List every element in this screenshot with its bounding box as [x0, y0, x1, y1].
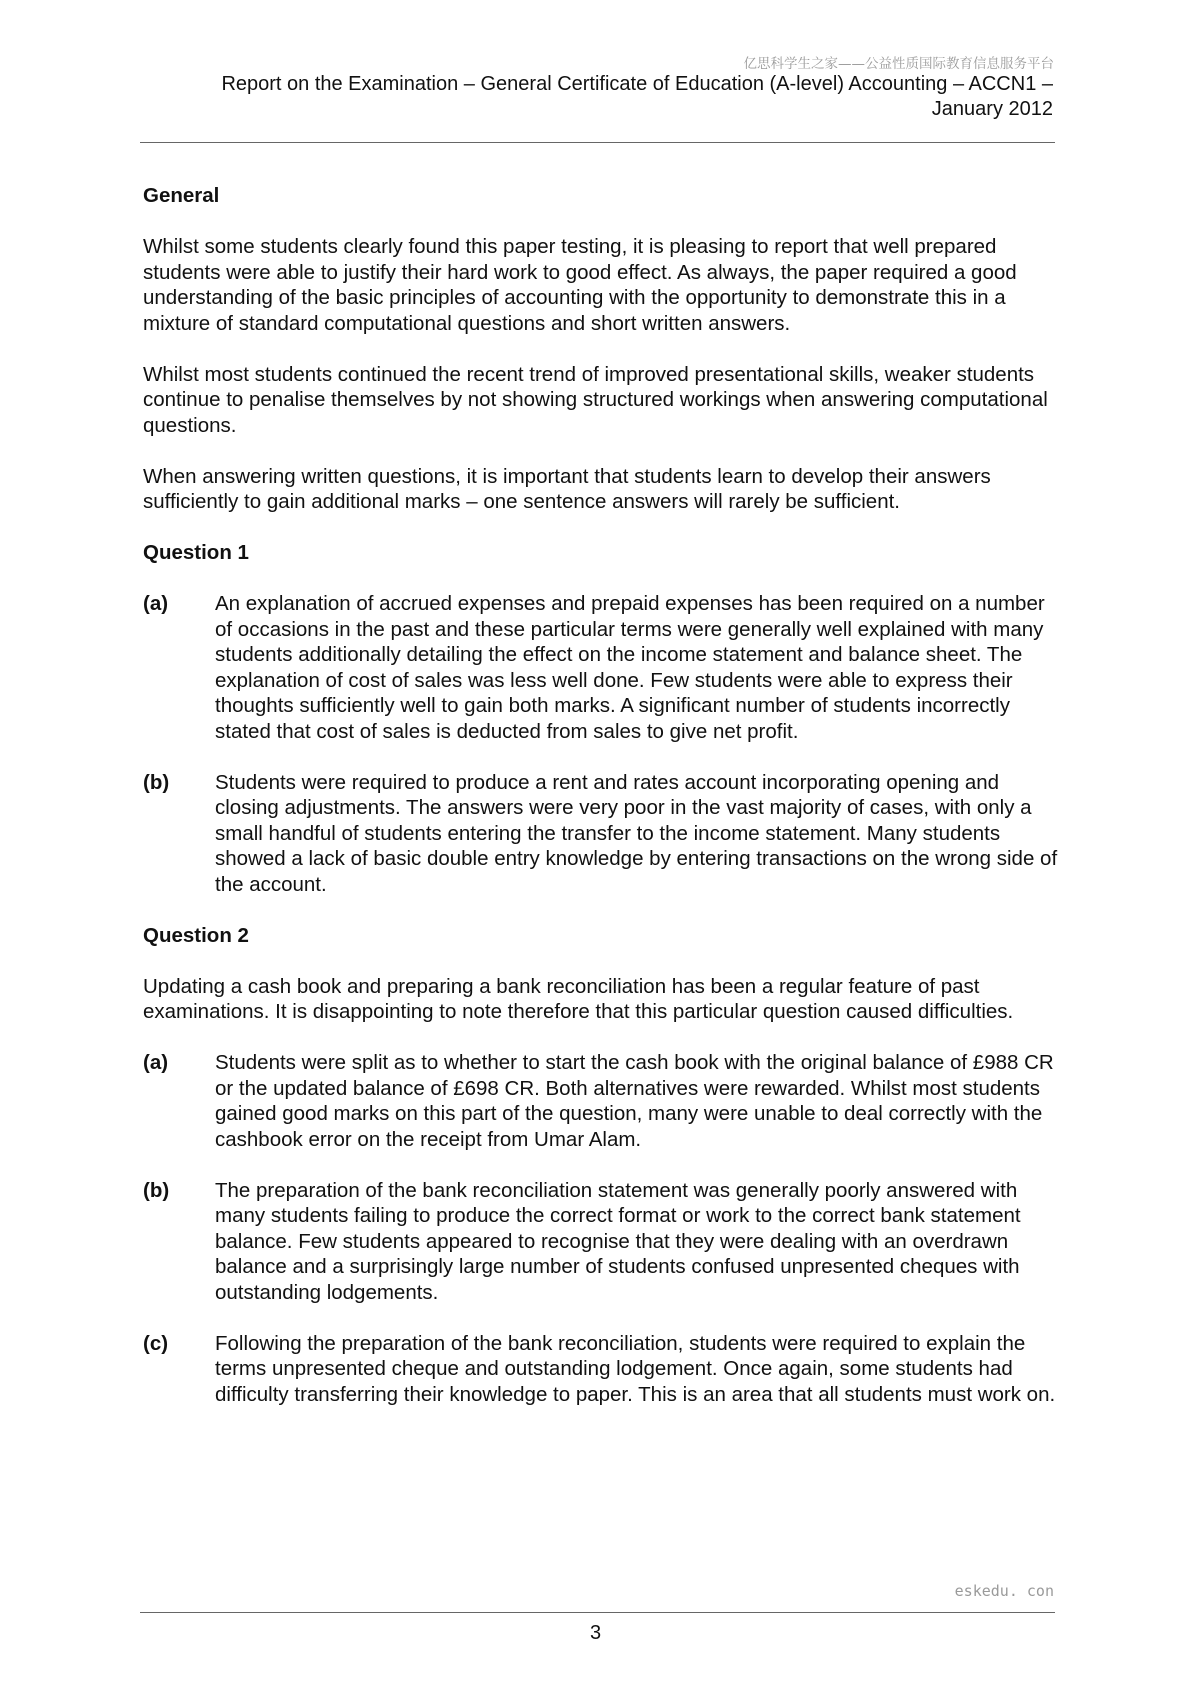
item-label: (b) [143, 1178, 170, 1202]
item-label: (a) [143, 592, 169, 615]
item-label: (b) [143, 770, 170, 794]
list-item [143, 591, 1063, 744]
watermark-text-bottom: eskedu. con [954, 1582, 1054, 1600]
item-label: (a) [143, 1051, 169, 1074]
list-item [143, 770, 1063, 898]
item-text: Students were required to produce a rent and rates account incorporating opening and closing adjustments. The answers were very poor in the vast majority of cases, with only a small handful of students entering the transfer to the income statement. Many students showed a lack of basic double entry knowledge by entering transactions on the wrong side of the account. [215, 770, 1058, 896]
section-heading-question-1: Question 1 [143, 541, 249, 564]
paragraph: Whilst most students continued the recent trend of improved presentational skills, weaker students continue to penalise themselves by not showing structured workings when answering computational questions. [143, 362, 1048, 437]
item-text: The preparation of the bank reconciliation statement was generally poorly answered with many students failing to produce the correct format or work to the correct bank statement balance. Few students appeared to recognise that they were dealing with an overdrawn balance and a surprisingly large number of students confused unpresented cheques with outstanding lodgements. [215, 1178, 1021, 1304]
item-text: Following the preparation of the bank reconciliation, students were required to explain the terms unpresented cheque and outstanding lodgement. Once again, some students had difficulty transferring their knowledge to paper. This is an area that all students must work on. [215, 1331, 1056, 1406]
paragraph: Updating a cash book and preparing a bank reconciliation has been a regular feature of past examinations. It is disappointing to note therefore that this particular question caused difficulties. [143, 974, 1014, 1023]
header-title-line-1: Report on the Examination – General Certificate of Education (A-level) Accounting – ACCN1 – [221, 73, 1053, 95]
item-label: (c) [143, 1331, 169, 1355]
footer-rule [140, 1612, 1055, 1613]
item-text: An explanation of accrued expenses and prepaid expenses has been required on a number of occasions in the past and these particular terms were generally well explained with many students additionally detailing the effect on the income statement and balance sheet. The explanation of cost of sales was less well done. Few students were able to express their thoughts sufficiently well to gain both marks. A significant number of students incorrectly stated that cost of sales is deducted from sales to give net profit. [215, 592, 1045, 743]
header-title-line-2: January 2012 [931, 97, 1053, 120]
item-text: Students were split as to whether to start the cash book with the original balance of £988 CR or the updated balance of £698 CR. Both alternatives were rewarded. Whilst most students gained good marks on this part of the question, many were unable to deal correctly with the cashbook error on the receipt from Umar Alam. [215, 1051, 1054, 1151]
page-number: 3 [589, 1622, 602, 1644]
report-body [143, 183, 1063, 1433]
watermark-text-top: 亿思科学生之家——公益性质国际教育信息服务平台 [743, 56, 1054, 72]
header-rule [140, 142, 1055, 143]
paragraph: When answering written questions, it is important that students learn to develop their answers sufficiently to gain additional marks – one sentence answers will rarely be sufficient. [143, 464, 991, 513]
section-heading-question-2: Question 2 [143, 923, 249, 947]
list-item [143, 1178, 1063, 1306]
list-item [143, 1331, 1063, 1408]
paragraph: Whilst some students clearly found this paper testing, it is pleasing to report that well prepared students were able to justify their hard work to good effect. As always, the paper required a good understanding of the basic principles of accounting with the opportunity to demonstrate this in a mixture of standard computational questions and short written answers. [143, 235, 1017, 335]
list-item [143, 1050, 1063, 1152]
page-header [140, 72, 1053, 121]
section-heading-general: General [143, 184, 220, 207]
